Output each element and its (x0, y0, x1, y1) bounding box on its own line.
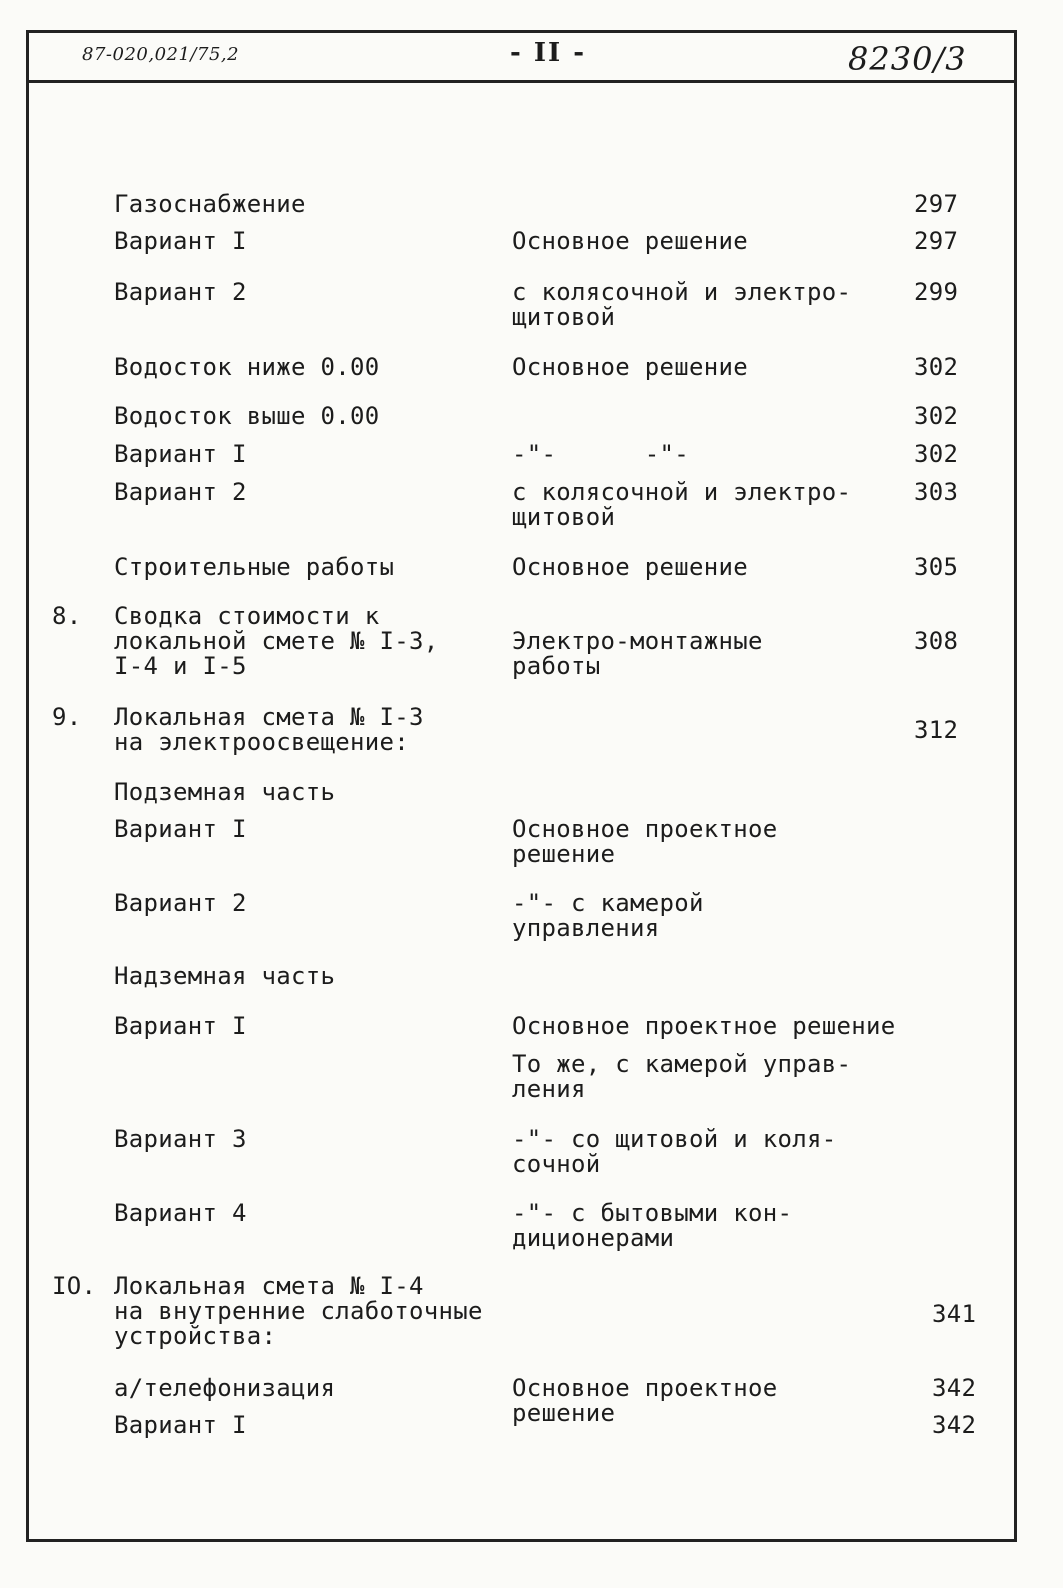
entry-page: 302 (914, 353, 959, 381)
entry-label: Подземная часть (114, 778, 336, 806)
entry-page: 297 (914, 227, 959, 255)
entry-note: с колясочной и электро- щитовой (512, 478, 852, 531)
entry-note: -"- со щитовой и коля- сочной (512, 1125, 837, 1178)
header-rule (29, 80, 1014, 83)
sheet-number: 8230/3 (848, 40, 967, 78)
entry-page: 302 (914, 402, 959, 430)
entry-note: Основное решение (512, 353, 748, 381)
entry-page: 342 (932, 1374, 977, 1402)
entry-label: Вариант I (114, 227, 247, 255)
entry-note: Основное проектное решение (512, 815, 778, 868)
entry-number: 8. (52, 602, 82, 630)
entry-label: Локальная смета № I-3 на электроосвещение: (114, 703, 424, 756)
entry-page: 305 (914, 553, 959, 581)
entry-label: Водосток ниже 0.00 (114, 353, 380, 381)
entry-label: Вариант I (114, 815, 247, 843)
entry-label: Локальная смета № I-4 на внутренние слаботочные устройства: (114, 1272, 483, 1350)
entry-note: с колясочной и электро- щитовой (512, 278, 852, 331)
entry-label: а/телефонизация (114, 1374, 336, 1402)
entry-note: -"- с бытовыми кон- диционерами (512, 1199, 793, 1252)
entry-label: Вариант I (114, 440, 247, 468)
entry-page: 312 (914, 716, 959, 744)
document-code: 87-020,021/75,2 (82, 44, 240, 65)
entry-note: Основное проектное решение (512, 1374, 778, 1427)
entry-page: 342 (932, 1411, 977, 1439)
entry-page: 299 (914, 278, 959, 306)
entry-label: Вариант 2 (114, 478, 247, 506)
entry-note: -"- с камерой управления (512, 889, 704, 942)
entry-note: То же, с камерой управ- ления (512, 1050, 852, 1103)
entry-number: IO. (52, 1272, 97, 1300)
entry-page: 297 (914, 190, 959, 218)
entry-note: Основное проектное решение (512, 1012, 896, 1040)
entry-label: Строительные работы (114, 553, 395, 581)
entry-label: Надземная часть (114, 962, 336, 990)
entry-note: Основное решение (512, 553, 748, 581)
entry-label: Вариант 2 (114, 278, 247, 306)
page-number: - II - (510, 38, 587, 68)
entry-label: Вариант 3 (114, 1125, 247, 1153)
entry-page: 308 (914, 627, 959, 655)
entry-label: Вариант I (114, 1012, 247, 1040)
entry-note: -"- -"- (512, 440, 689, 468)
entry-label: Водосток выше 0.00 (114, 402, 380, 430)
entry-note: Электро-монтажные работы (512, 627, 763, 680)
entry-page: 303 (914, 478, 959, 506)
entry-label: Вариант I (114, 1411, 247, 1439)
entry-label: Вариант 2 (114, 889, 247, 917)
entry-page: 341 (932, 1300, 977, 1328)
entry-label: Газоснабжение (114, 190, 306, 218)
entry-number: 9. (52, 703, 82, 731)
entry-note: Основное решение (512, 227, 748, 255)
entry-label: Сводка стоимости к локальной смете № I-3, I-4 и I-5 (114, 602, 439, 680)
entry-label: Вариант 4 (114, 1199, 247, 1227)
entry-page: 302 (914, 440, 959, 468)
